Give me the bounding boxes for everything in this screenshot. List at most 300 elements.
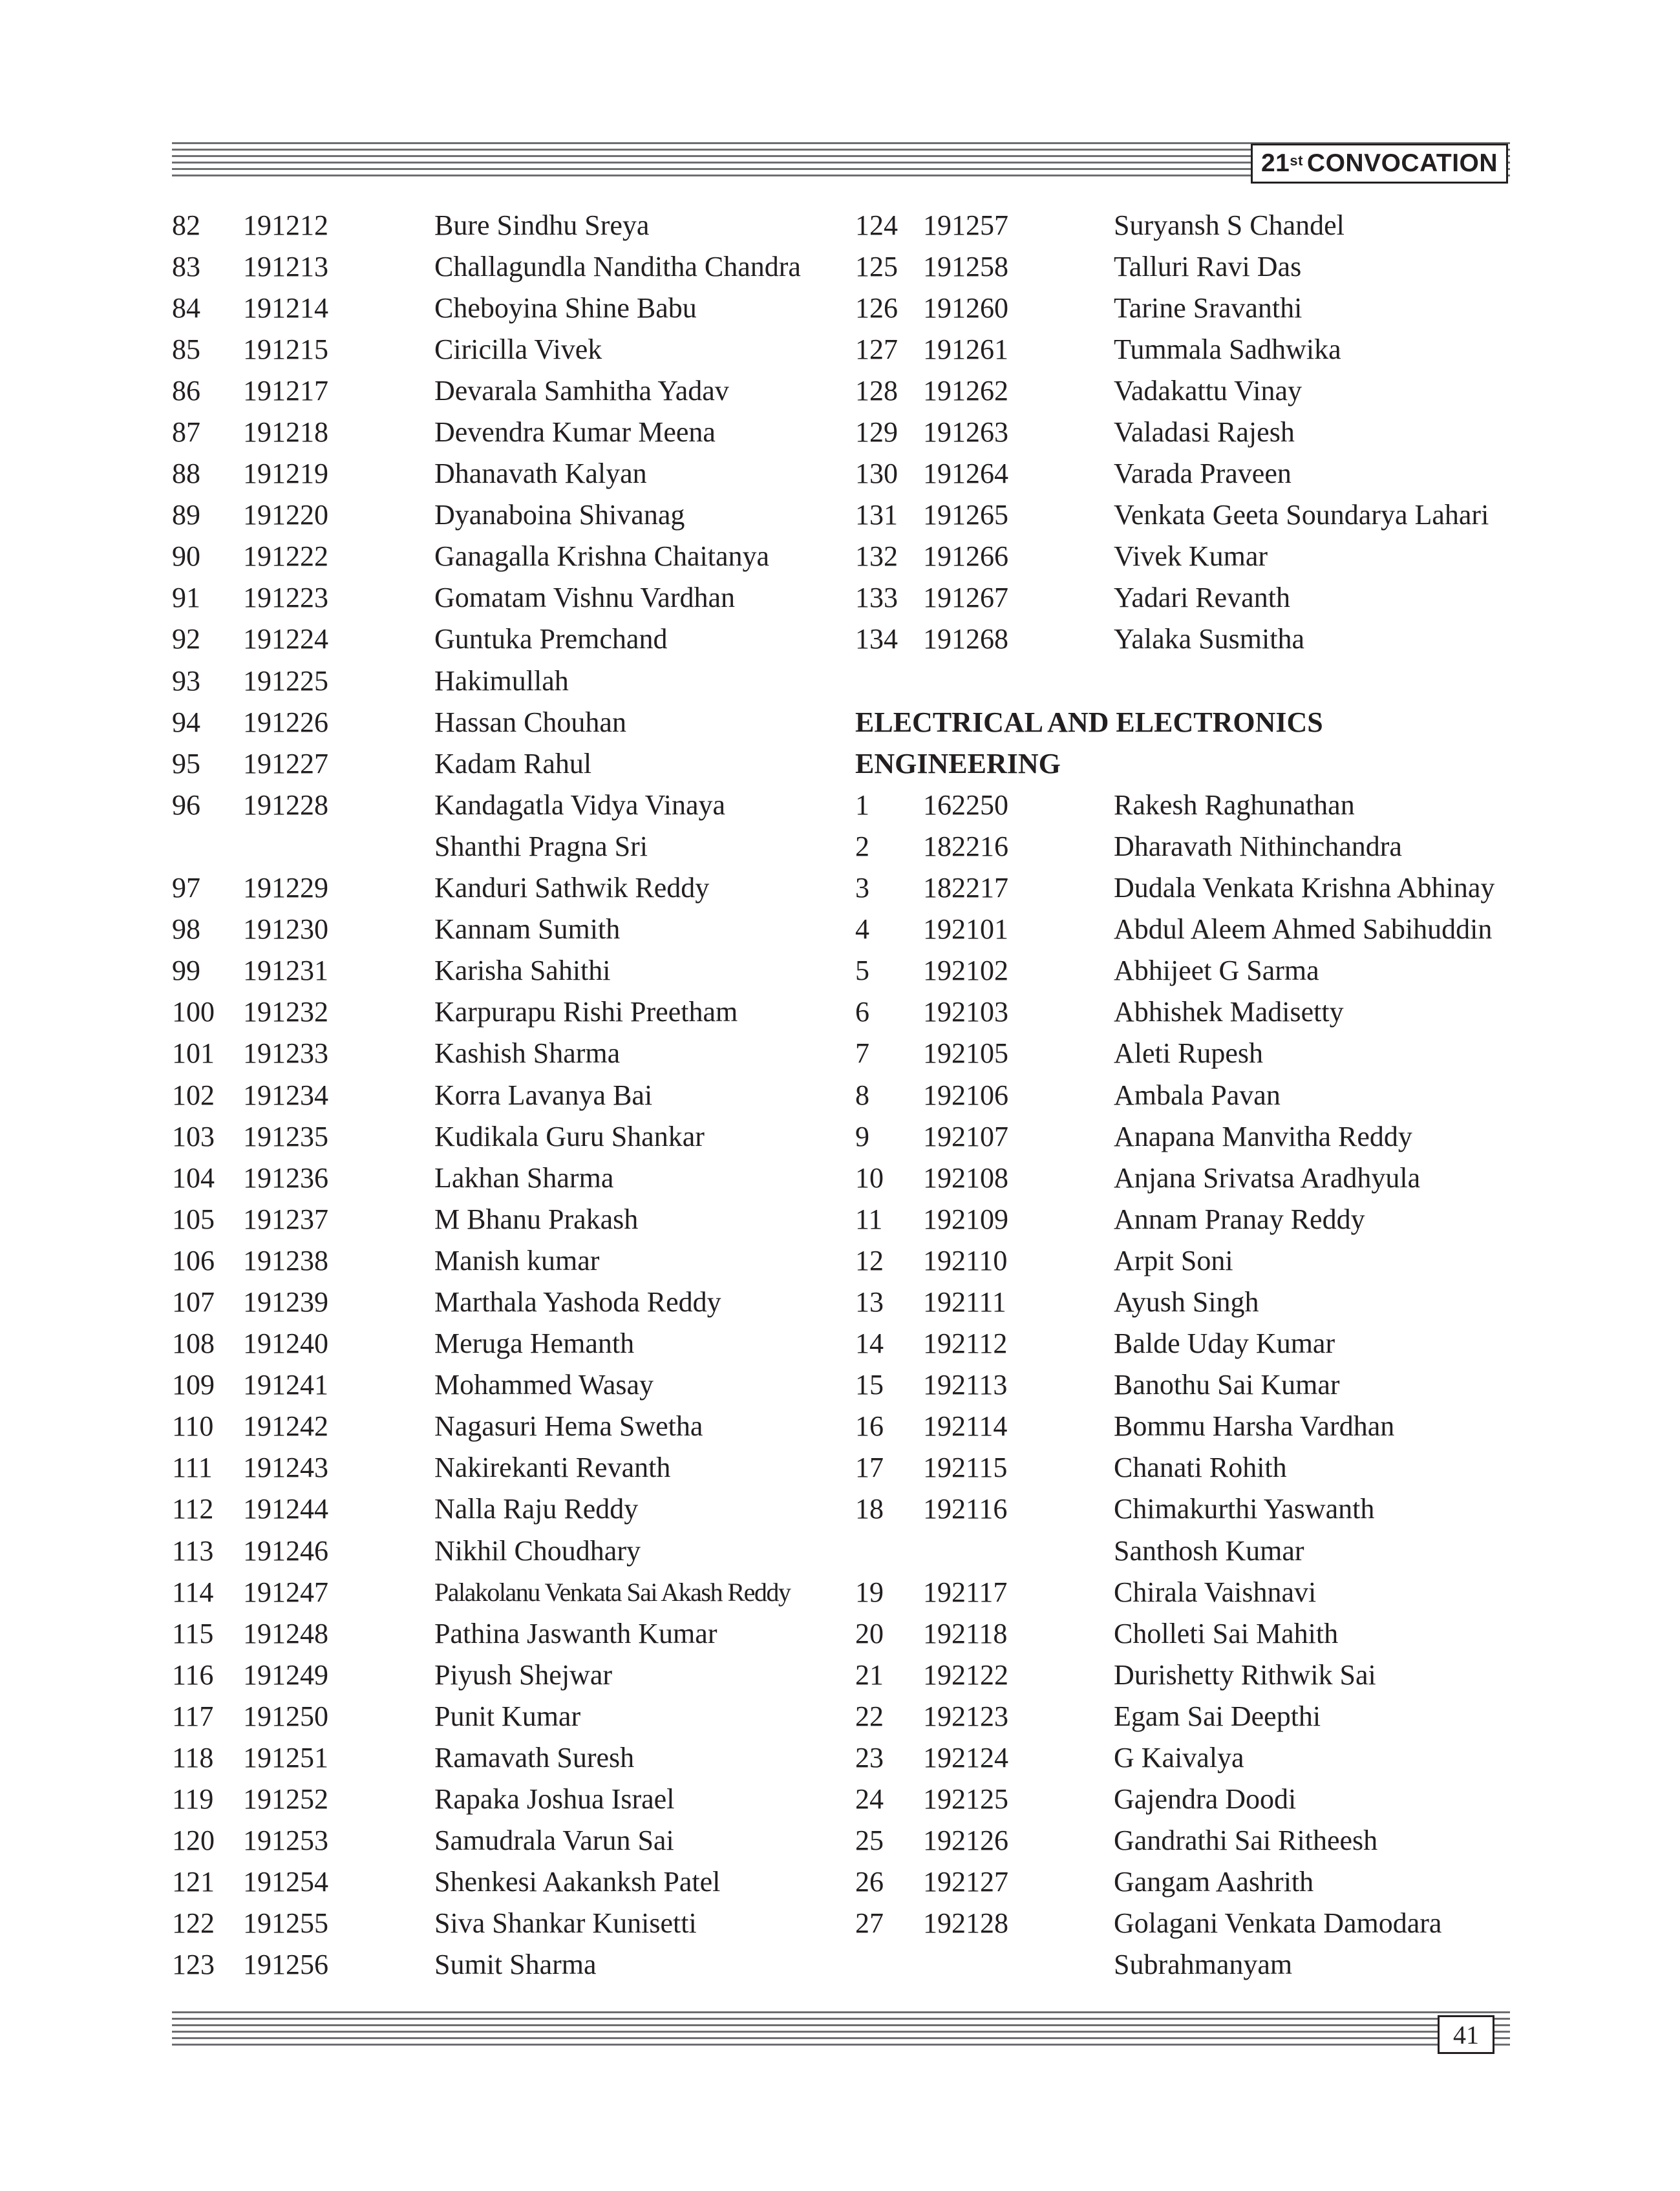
student-row xyxy=(855,1861,1494,1903)
roll-number: 191239 xyxy=(243,1286,328,1318)
roll-number: 191243 xyxy=(243,1452,328,1484)
roll-number: 191251 xyxy=(243,1742,328,1774)
roll-number: 192124 xyxy=(923,1742,1008,1774)
student-name: Varada Praveen xyxy=(1114,458,1292,490)
roll-number: 192103 xyxy=(923,996,1008,1028)
spacer-row xyxy=(855,660,1494,701)
student-row xyxy=(172,328,801,370)
roll-number: 191214 xyxy=(243,291,328,324)
student-row xyxy=(172,1903,801,1944)
serial-number: 98 xyxy=(172,913,200,946)
student-row xyxy=(855,1695,1494,1737)
student-name: Banothu Sai Kumar xyxy=(1114,1369,1340,1401)
student-row xyxy=(172,619,801,660)
serial-number: 102 xyxy=(172,1079,215,1111)
roll-number: 191223 xyxy=(243,582,328,614)
student-name: Yalaka Susmitha xyxy=(1114,623,1304,655)
student-name: Hassan Chouhan xyxy=(434,706,626,738)
student-row xyxy=(855,204,1494,246)
roll-number: 162250 xyxy=(923,789,1008,821)
student-name: Nagasuri Hema Swetha xyxy=(434,1410,703,1443)
student-name: Valadasi Rajesh xyxy=(1114,416,1295,449)
footer-rule-band xyxy=(172,2011,1510,2050)
serial-number: 9 xyxy=(855,1120,869,1152)
student-name: Aleti Rupesh xyxy=(1114,1037,1263,1070)
serial-number: 82 xyxy=(172,209,200,241)
student-name: Arpit Soni xyxy=(1114,1244,1233,1276)
roll-number: 191254 xyxy=(243,1866,328,1898)
student-row xyxy=(855,1240,1494,1281)
serial-number: 114 xyxy=(172,1576,214,1608)
student-name: Balde Uday Kumar xyxy=(1114,1328,1335,1360)
serial-number: 116 xyxy=(172,1658,214,1691)
serial-number: 101 xyxy=(172,1037,215,1070)
serial-number: 87 xyxy=(172,416,200,449)
student-row xyxy=(172,246,801,287)
student-name: Dharavath Nithinchandra xyxy=(1114,830,1402,862)
student-name: Abhijeet G Sarma xyxy=(1114,955,1319,987)
student-name: Shenkesi Aakanksh Patel xyxy=(434,1866,721,1898)
student-row xyxy=(172,204,801,246)
serial-number: 27 xyxy=(855,1907,884,1940)
serial-number: 121 xyxy=(172,1866,215,1898)
student-name: Anjana Srivatsa Aradhyula xyxy=(1114,1161,1421,1194)
student-name: Punit Kumar xyxy=(434,1700,581,1732)
student-name: Gandrathi Sai Ritheesh xyxy=(1114,1825,1378,1857)
serial-number: 108 xyxy=(172,1328,215,1360)
serial-number: 16 xyxy=(855,1410,884,1443)
roll-number: 191261 xyxy=(923,333,1008,365)
student-row xyxy=(172,1944,801,1985)
serial-number: 95 xyxy=(172,747,200,779)
roll-number: 182216 xyxy=(923,830,1008,862)
student-name: Gajendra Doodi xyxy=(1114,1783,1297,1815)
student-name: Vivek Kumar xyxy=(1114,540,1268,573)
student-name: Abhishek Madisetty xyxy=(1114,996,1344,1028)
serial-number: 18 xyxy=(855,1493,884,1525)
student-name: Subrahmanyam xyxy=(1114,1949,1293,1981)
student-row xyxy=(172,536,801,577)
student-row xyxy=(855,1406,1494,1447)
student-row xyxy=(855,1323,1494,1364)
student-row xyxy=(172,701,801,743)
student-name: Egam Sai Deepthi xyxy=(1114,1700,1321,1732)
serial-number: 134 xyxy=(855,623,898,655)
student-row xyxy=(172,287,801,328)
student-name: Karisha Sahithi xyxy=(434,955,611,987)
student-name: Guntuka Premchand xyxy=(434,623,668,655)
student-row xyxy=(855,1820,1494,1861)
student-row xyxy=(855,1903,1494,1944)
student-row xyxy=(855,494,1494,536)
student-name: Devarala Samhitha Yadav xyxy=(434,374,729,407)
serial-number: 118 xyxy=(172,1742,214,1774)
serial-number: 115 xyxy=(172,1617,214,1649)
student-row xyxy=(855,1654,1494,1695)
serial-number: 26 xyxy=(855,1866,884,1898)
student-name: Chimakurthi Yaswanth xyxy=(1114,1493,1375,1525)
left-column xyxy=(172,204,801,1985)
serial-number: 94 xyxy=(172,706,200,738)
student-name: Manish kumar xyxy=(434,1244,600,1276)
student-name: Dudala Venkata Krishna Abhinay xyxy=(1114,872,1495,904)
student-row xyxy=(855,1571,1494,1613)
serial-number: 113 xyxy=(172,1534,214,1567)
serial-number: 105 xyxy=(172,1203,215,1235)
serial-number: 132 xyxy=(855,540,898,573)
student-name: Cholleti Sai Mahith xyxy=(1114,1617,1339,1649)
student-name: Ciricilla Vivek xyxy=(434,333,602,365)
roll-number: 191212 xyxy=(243,209,328,241)
student-name: Samudrala Varun Sai xyxy=(434,1825,674,1857)
roll-number: 191257 xyxy=(923,209,1008,241)
right-column-top-list xyxy=(855,204,1494,660)
student-name: Bommu Harsha Vardhan xyxy=(1114,1410,1395,1443)
student-row xyxy=(172,1364,801,1406)
serial-number: 131 xyxy=(855,499,898,531)
roll-number: 191226 xyxy=(243,706,328,738)
serial-number: 106 xyxy=(172,1244,215,1276)
serial-number: 88 xyxy=(172,458,200,490)
roll-number: 191241 xyxy=(243,1369,328,1401)
student-name: Abdul Aleem Ahmed Sabihuddin xyxy=(1114,913,1493,946)
student-row xyxy=(855,867,1494,909)
student-row xyxy=(855,1779,1494,1820)
serial-number: 14 xyxy=(855,1328,884,1360)
serial-number: 2 xyxy=(855,830,869,862)
student-name: Talluri Ravi Das xyxy=(1114,250,1302,282)
student-name: Tummala Sadhwika xyxy=(1114,333,1341,365)
roll-number: 191244 xyxy=(243,1493,328,1525)
student-row xyxy=(172,1488,801,1530)
student-row xyxy=(855,1613,1494,1654)
roll-number: 191264 xyxy=(923,458,1008,490)
student-row xyxy=(855,1033,1494,1074)
student-row xyxy=(172,950,801,991)
roll-number: 191255 xyxy=(243,1907,328,1940)
serial-number: 11 xyxy=(855,1203,883,1235)
serial-number: 119 xyxy=(172,1783,214,1815)
student-row xyxy=(172,577,801,619)
student-name: Suryansh S Chandel xyxy=(1114,209,1345,241)
student-name: Lakhan Sharma xyxy=(434,1161,614,1194)
serial-number: 128 xyxy=(855,374,898,407)
serial-number: 85 xyxy=(172,333,200,365)
student-name: Kudikala Guru Shankar xyxy=(434,1120,705,1152)
student-name: Dhanavath Kalyan xyxy=(434,458,647,490)
student-row xyxy=(172,1820,801,1861)
student-row xyxy=(855,287,1494,328)
serial-number: 20 xyxy=(855,1617,884,1649)
student-name: Korra Lavanya Bai xyxy=(434,1079,653,1111)
serial-number: 3 xyxy=(855,872,869,904)
serial-number: 97 xyxy=(172,872,200,904)
serial-number: 15 xyxy=(855,1369,884,1401)
serial-number: 1 xyxy=(855,789,869,821)
student-row xyxy=(172,1074,801,1116)
roll-number: 192106 xyxy=(923,1079,1008,1111)
student-row xyxy=(172,1613,801,1654)
serial-number: 12 xyxy=(855,1244,884,1276)
student-name: Kannam Sumith xyxy=(434,913,621,946)
roll-number: 192102 xyxy=(923,955,1008,987)
roll-number: 191235 xyxy=(243,1120,328,1152)
roll-number: 192122 xyxy=(923,1658,1008,1691)
serial-number: 112 xyxy=(172,1493,214,1525)
student-name: Anapana Manvitha Reddy xyxy=(1114,1120,1412,1152)
serial-number: 24 xyxy=(855,1783,884,1815)
serial-number: 122 xyxy=(172,1907,215,1940)
student-row xyxy=(855,1364,1494,1406)
roll-number: 191213 xyxy=(243,250,328,282)
roll-number: 192101 xyxy=(923,913,1008,946)
roll-number: 191250 xyxy=(243,1700,328,1732)
roll-number: 191215 xyxy=(243,333,328,365)
serial-number: 103 xyxy=(172,1120,215,1152)
roll-number: 191233 xyxy=(243,1037,328,1070)
student-row xyxy=(855,909,1494,950)
section-heading-line1: ELECTRICAL AND ELECTRONICS xyxy=(855,706,1323,738)
serial-number: 5 xyxy=(855,955,869,987)
serial-number: 23 xyxy=(855,1742,884,1774)
roll-number: 191234 xyxy=(243,1079,328,1111)
section-heading-line2: ENGINEERING xyxy=(855,747,1061,779)
serial-number: 83 xyxy=(172,250,200,282)
student-name: Dyanaboina Shivanag xyxy=(434,499,685,531)
student-row xyxy=(855,1116,1494,1157)
serial-number: 99 xyxy=(172,955,200,987)
student-row xyxy=(855,1447,1494,1488)
convocation-number: 21 xyxy=(1260,149,1290,177)
roll-number: 191258 xyxy=(923,250,1008,282)
serial-number: 129 xyxy=(855,416,898,449)
serial-number: 125 xyxy=(855,250,898,282)
serial-number: 107 xyxy=(172,1286,215,1318)
roll-number: 192113 xyxy=(923,1369,1008,1401)
student-name: Nikhil Choudhary xyxy=(434,1534,641,1567)
student-row xyxy=(172,1447,801,1488)
student-name: Chirala Vaishnavi xyxy=(1114,1576,1317,1608)
serial-number: 86 xyxy=(172,374,200,407)
student-row xyxy=(172,1530,801,1571)
serial-number: 93 xyxy=(172,664,200,697)
roll-number: 191225 xyxy=(243,664,328,697)
student-row xyxy=(172,867,801,909)
roll-number: 191263 xyxy=(923,416,1008,449)
student-row xyxy=(172,1116,801,1157)
student-row xyxy=(172,743,801,784)
roll-number: 191248 xyxy=(243,1617,328,1649)
student-name: Mohammed Wasay xyxy=(434,1369,654,1401)
student-row xyxy=(172,494,801,536)
page-number: 41 xyxy=(1438,2015,1494,2054)
roll-number: 191262 xyxy=(923,374,1008,407)
roll-number: 191229 xyxy=(243,872,328,904)
roll-number: 182217 xyxy=(923,872,1008,904)
student-name: Meruga Hemanth xyxy=(434,1328,635,1360)
student-name: Siva Shankar Kunisetti xyxy=(434,1907,697,1940)
serial-number: 92 xyxy=(172,623,200,655)
student-row xyxy=(855,619,1494,660)
student-name: Marthala Yashoda Reddy xyxy=(434,1286,721,1318)
student-row xyxy=(855,825,1494,867)
student-name: Sumit Sharma xyxy=(434,1949,597,1981)
student-row xyxy=(172,370,801,411)
student-name: Kanduri Sathwik Reddy xyxy=(434,872,710,904)
serial-number: 4 xyxy=(855,913,869,946)
student-name: Pathina Jaswanth Kumar xyxy=(434,1617,718,1649)
roll-number: 191219 xyxy=(243,458,328,490)
serial-number: 10 xyxy=(855,1161,884,1194)
serial-number: 7 xyxy=(855,1037,869,1070)
student-name: Piyush Shejwar xyxy=(434,1658,612,1691)
roll-number: 191227 xyxy=(243,747,328,779)
roll-number: 191224 xyxy=(243,623,328,655)
roll-number: 191231 xyxy=(243,955,328,987)
roll-number: 192110 xyxy=(923,1244,1008,1276)
student-name: Gangam Aashrith xyxy=(1114,1866,1314,1898)
student-row xyxy=(172,453,801,494)
student-row xyxy=(855,370,1494,411)
student-name: Santhosh Kumar xyxy=(1114,1534,1304,1567)
student-name: Nalla Raju Reddy xyxy=(434,1493,639,1525)
roll-number: 191218 xyxy=(243,416,328,449)
roll-number: 192107 xyxy=(923,1120,1008,1152)
roll-number: 191230 xyxy=(243,913,328,946)
student-name: Challagundla Nanditha Chandra xyxy=(434,250,801,282)
student-row xyxy=(172,909,801,950)
student-row xyxy=(855,1488,1494,1530)
roll-number: 191246 xyxy=(243,1534,328,1567)
serial-number: 100 xyxy=(172,996,215,1028)
serial-number: 117 xyxy=(172,1700,214,1732)
student-row xyxy=(855,411,1494,452)
student-row xyxy=(855,1157,1494,1198)
roll-number: 191236 xyxy=(243,1161,328,1194)
roll-number: 191220 xyxy=(243,499,328,531)
student-row xyxy=(172,1779,801,1820)
serial-number: 22 xyxy=(855,1700,884,1732)
convocation-header xyxy=(1251,143,1508,184)
student-name: M Bhanu Prakash xyxy=(434,1203,639,1235)
roll-number: 191265 xyxy=(923,499,1008,531)
roll-number: 191260 xyxy=(923,291,1008,324)
student-row xyxy=(172,411,801,452)
roll-number: 192109 xyxy=(923,1203,1008,1235)
student-row xyxy=(172,825,801,867)
serial-number: 126 xyxy=(855,291,898,324)
serial-number: 104 xyxy=(172,1161,215,1194)
student-row xyxy=(172,1406,801,1447)
student-name: Ambala Pavan xyxy=(1114,1079,1281,1111)
student-name: Devendra Kumar Meena xyxy=(434,416,716,449)
serial-number: 13 xyxy=(855,1286,884,1318)
student-name: Hakimullah xyxy=(434,664,569,697)
roll-number: 191240 xyxy=(243,1328,328,1360)
serial-number: 21 xyxy=(855,1658,884,1691)
student-name: Durishetty Rithwik Sai xyxy=(1114,1658,1376,1691)
serial-number: 8 xyxy=(855,1079,869,1111)
serial-number: 130 xyxy=(855,458,898,490)
student-row xyxy=(172,1323,801,1364)
serial-number: 133 xyxy=(855,582,898,614)
roll-number: 192116 xyxy=(923,1493,1008,1525)
roll-number: 191242 xyxy=(243,1410,328,1443)
right-column xyxy=(855,204,1494,1985)
roll-number: 191232 xyxy=(243,996,328,1028)
serial-number: 19 xyxy=(855,1576,884,1608)
roll-number: 191238 xyxy=(243,1244,328,1276)
student-row xyxy=(172,1281,801,1322)
roll-number: 192118 xyxy=(923,1617,1008,1649)
student-row xyxy=(172,1737,801,1778)
serial-number: 111 xyxy=(172,1452,213,1484)
convocation-suffix: st xyxy=(1290,153,1303,169)
roll-number: 192125 xyxy=(923,1783,1008,1815)
student-row xyxy=(172,1198,801,1240)
roll-number: 191253 xyxy=(243,1825,328,1857)
roll-number: 192112 xyxy=(923,1328,1008,1360)
serial-number: 96 xyxy=(172,789,200,821)
student-name: Venkata Geeta Soundarya Lahari xyxy=(1114,499,1489,531)
roll-number: 192115 xyxy=(923,1452,1008,1484)
roll-number: 192105 xyxy=(923,1037,1008,1070)
convocation-label: CONVOCATION xyxy=(1306,149,1498,177)
student-row xyxy=(855,1281,1494,1322)
student-name: Vadakattu Vinay xyxy=(1114,374,1303,407)
serial-number: 17 xyxy=(855,1452,884,1484)
student-row xyxy=(855,577,1494,619)
student-row xyxy=(172,784,801,825)
serial-number: 25 xyxy=(855,1825,884,1857)
student-name: Cheboyina Shine Babu xyxy=(434,291,697,324)
student-row xyxy=(172,1157,801,1198)
student-row xyxy=(855,991,1494,1033)
roll-number: 191228 xyxy=(243,789,328,821)
student-name: Rapaka Joshua Israel xyxy=(434,1783,675,1815)
serial-number: 91 xyxy=(172,582,200,614)
student-row xyxy=(172,991,801,1033)
roll-number: 192123 xyxy=(923,1700,1008,1732)
student-name: Bure Sindhu Sreya xyxy=(434,209,650,241)
student-name: Golagani Venkata Damodara xyxy=(1114,1907,1442,1940)
student-name: Shanthi Pragna Sri xyxy=(434,830,648,862)
student-name: Gomatam Vishnu Vardhan xyxy=(434,582,736,614)
student-row xyxy=(172,660,801,701)
roll-number: 191249 xyxy=(243,1658,328,1691)
roll-number: 192126 xyxy=(923,1825,1008,1857)
roll-number: 191247 xyxy=(243,1576,328,1608)
student-row xyxy=(172,1240,801,1281)
student-row xyxy=(855,1530,1494,1571)
roll-number: 191266 xyxy=(923,540,1008,573)
serial-number: 120 xyxy=(172,1825,215,1857)
student-row xyxy=(855,246,1494,287)
student-name: Nakirekanti Revanth xyxy=(434,1452,671,1484)
student-name: Kashish Sharma xyxy=(434,1037,621,1070)
student-name: Karpurapu Rishi Preetham xyxy=(434,996,738,1028)
student-name: Annam Pranay Reddy xyxy=(1114,1203,1365,1235)
roll-number: 191267 xyxy=(923,582,1008,614)
student-name: Ramavath Suresh xyxy=(434,1742,635,1774)
eee-student-list xyxy=(855,784,1494,1985)
roll-number: 191252 xyxy=(243,1783,328,1815)
roll-number: 191256 xyxy=(243,1949,328,1981)
roll-number: 191268 xyxy=(923,623,1008,655)
roll-number: 191222 xyxy=(243,540,328,573)
student-row xyxy=(855,1074,1494,1116)
student-name: G Kaivalya xyxy=(1114,1742,1244,1774)
